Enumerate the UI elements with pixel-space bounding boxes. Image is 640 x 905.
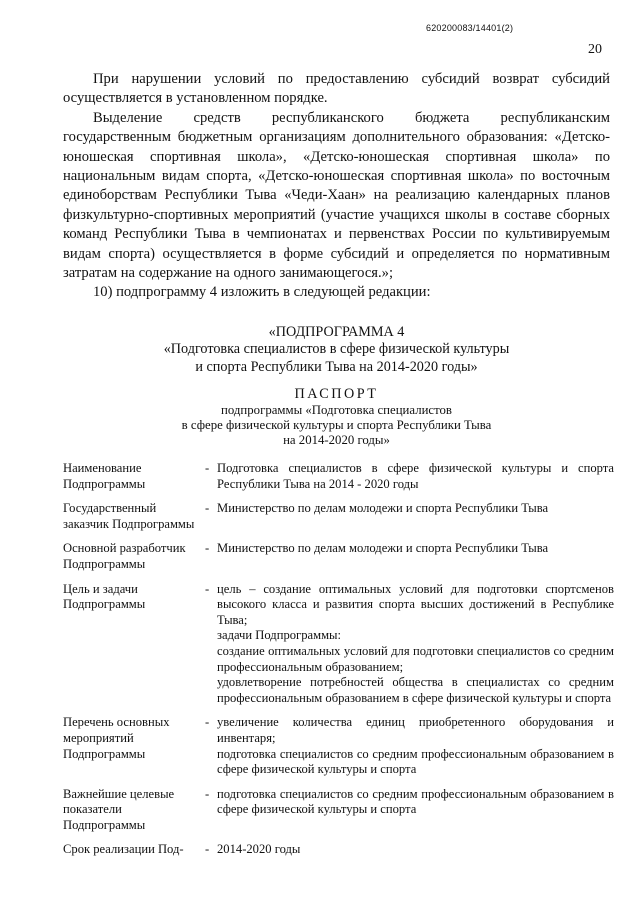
passport-subtitle-line: на 2014-2020 годы» xyxy=(283,432,390,447)
passport-table xyxy=(63,461,614,858)
table-row xyxy=(63,842,614,858)
row-value xyxy=(217,461,614,492)
row-label: Перечень основных мероприятий Подпрограммы xyxy=(63,715,170,761)
table-row xyxy=(63,541,614,572)
row-label: Государственный заказчик Подпрограммы xyxy=(63,501,195,531)
row-value xyxy=(217,787,614,834)
row-value-line: Подготовка специалистов в сфере физической культуры и спорта Республики Тыва на 2014 - 2020 годы xyxy=(217,461,614,491)
row-dash: - xyxy=(205,461,210,475)
row-spacer xyxy=(63,706,614,715)
row-value-line: удовлетворение потребностей общества в специалистах со средним профессиональным образованием в сфере физической культуры и спорта xyxy=(217,675,614,705)
row-label: Наименование Подпрограммы xyxy=(63,461,146,491)
table-row xyxy=(63,582,614,707)
row-dash: - xyxy=(205,715,210,730)
body-text xyxy=(63,70,610,303)
row-value-line: подготовка специалистов со средним профессиональным образованием в сфере физической культуры и спорта xyxy=(217,786,614,817)
row-value xyxy=(217,501,614,532)
passport-subtitle-line: в сфере физической культуры и спорта Республики Тыва xyxy=(181,417,492,432)
row-value-line: цель – создание оптимальных условий для подготовки спортсменов высокого класса и развития спорта высших достижений в Республике Тыва; xyxy=(217,581,614,627)
row-value-line: увеличение количества единиц приобретенного оборудования и инвентаря; xyxy=(217,715,614,745)
passport-title: ПАСПОРТ xyxy=(294,386,379,402)
row-value-line: создание оптимальных условий для подготовки специалистов со средним профессиональным образованием; xyxy=(217,643,614,674)
row-dash: - xyxy=(205,786,210,801)
paragraph: Выделение средств республиканского бюджета республиканским государственным бюджетным организациям дополнительного образования: «Детско-юношеская спортивная школа», «Детско-юношеская спортивная школа» по национальным видам спорта, «Детско-юношеская спортивная школа» по восточным единоборствам Республики Тыва «Чеди-Хаан» на реализацию календарных планов физкультурно-спортивных мероприятий (участие учащихся школы в составе сборных команд Республики Тыва в чемпионатах и первенствах России по культивируемым видам спорта) осуществляется в форме субсидий и определяется по нормативным затратам на содержание на одного занимающегося.»; xyxy=(63,109,610,282)
row-spacer xyxy=(63,532,614,541)
page-number: 20 xyxy=(588,42,602,57)
subprogram-title-line: «ПОДПРОГРАММА 4 xyxy=(268,324,405,340)
row-value-line: подготовка специалистов со средним профессиональным образованием в сфере физической культуры и спорта xyxy=(217,746,614,777)
row-spacer xyxy=(63,833,614,842)
paragraph: При нарушении условий по предоставлению субсидий возврат субсидий осуществляется в установленном порядке. xyxy=(63,71,610,107)
subprogram-title-line: и спорта Республики Тыва на 2014-2020 годы» xyxy=(195,358,478,375)
row-label: Основной разработчик Подпрограммы xyxy=(63,541,186,571)
table-row xyxy=(63,787,614,834)
passport-subtitle-line: подпрограммы «Подготовка специалистов xyxy=(221,403,452,417)
row-dash: - xyxy=(205,541,210,556)
row-spacer xyxy=(63,573,614,582)
row-value-line: Министерство по делам молодежи и спорта Республики Тыва xyxy=(217,541,549,556)
row-value-line: 2014-2020 годы xyxy=(217,842,301,857)
row-spacer xyxy=(63,492,614,501)
document-id: 620200083/14401(2) xyxy=(426,23,514,33)
row-value xyxy=(217,541,614,572)
row-dash: - xyxy=(205,581,210,596)
row-dash: - xyxy=(205,842,210,857)
row-value-line: задачи Подпрограммы: xyxy=(217,628,342,643)
row-label: Срок реализации Под- xyxy=(63,842,184,857)
table-row xyxy=(63,715,614,777)
subprogram-title xyxy=(63,324,610,376)
subprogram-title-line: «Подготовка специалистов в сфере физической культуры xyxy=(163,341,510,358)
row-label: Важнейшие целевые показатели Подпрограммы xyxy=(63,786,175,832)
row-value-line: Министерство по делам молодежи и спорта Республики Тыва xyxy=(217,501,549,516)
row-spacer xyxy=(63,778,614,787)
row-value xyxy=(217,842,614,858)
row-dash: - xyxy=(205,501,210,516)
row-value xyxy=(217,715,614,777)
paragraph: 10) подпрограмму 4 изложить в следующей редакции: xyxy=(93,284,431,301)
row-label: Цель и задачи Подпрограммы xyxy=(63,581,146,612)
row-value xyxy=(217,582,614,707)
table-row xyxy=(63,501,614,532)
passport-heading xyxy=(63,386,610,447)
table-row xyxy=(63,461,614,492)
